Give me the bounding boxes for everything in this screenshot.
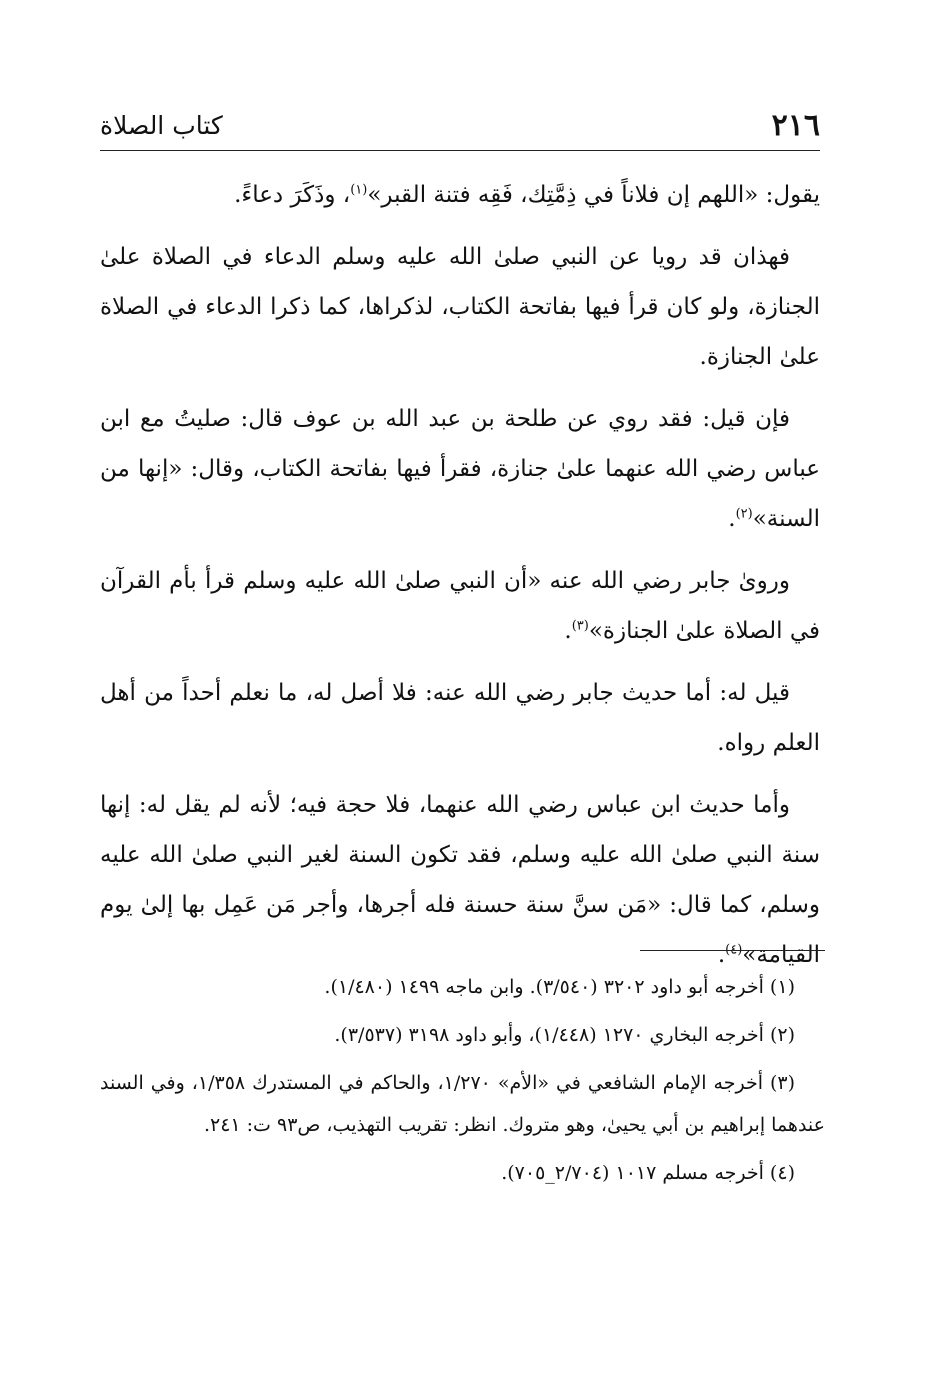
footnote-divider bbox=[640, 950, 825, 951]
paragraph-6-text: وأما حديث ابن عباس رضي الله عنهما، فلا حجة فيه؛ لأنه لم يقل له: إنها سنة النبي صلىٰ الله عليه وسلم، فقد تكون السنة لغير النبي صلىٰ الله عليه وسلم، كما قال: «مَن سنَّ سنة حسنة فله أجرها، وأجر مَن عَمِل بها إلىٰ يوم القيامة» bbox=[100, 792, 820, 968]
paragraph-1-text: يقول: «اللهم إن فلاناً في ذِمَّتِك، فَقِه فتنة القبر» bbox=[367, 182, 820, 208]
footnotes bbox=[100, 966, 825, 1200]
paragraph-1-tail: ، وذَكَرَ دعاءً. bbox=[234, 182, 351, 208]
footnote-ref-3: (٣) bbox=[571, 618, 589, 634]
footnote-ref-4: (٤) bbox=[725, 942, 743, 958]
paragraph-6-tail: . bbox=[717, 942, 726, 968]
paragraph-4 bbox=[100, 556, 820, 656]
page-header bbox=[100, 106, 820, 150]
footnote-3: (٣) أخرجه الإمام الشافعي في «الأم» ١/٢٧٠، والحاكم في المستدرك ١/٣٥٨، وفي السند عندهما إبراهيم بن أبي يحيىٰ، وهو متروك. انظر: تقريب التهذيب، ص٩٣ ت: ٢٤١. bbox=[100, 1072, 825, 1136]
page-number: ٢١٦ bbox=[771, 108, 820, 143]
header-divider bbox=[100, 150, 820, 151]
footnote-4: (٤) أخرجه مسلم ١٠١٧ (٢/٧٠٤_٧٠٥). bbox=[501, 1162, 795, 1184]
paragraph-4-text: ورویٰ جابر رضي الله عنه «أن النبي صلىٰ الله عليه وسلم قرأ بأم القرآن في الصلاة علىٰ الجنازة» bbox=[100, 568, 820, 644]
paragraph-4-tail: . bbox=[564, 618, 572, 644]
paragraph-2: فهذان قد رويا عن النبي صلىٰ الله عليه وسلم الدعاء في الصلاة علىٰ الجنازة، ولو كان قرأ فيها بفاتحة الكتاب، لذكراها، كما ذكرا الدعاء في الصلاة علىٰ الجنازة. bbox=[100, 244, 820, 370]
footnote-ref-1: (١) bbox=[350, 182, 368, 198]
footnote-1: (١) أخرجه أبو داود ٣٢٠٢ (٣/٥٤٠). وابن ماجه ١٤٩٩ (١/٤٨٠). bbox=[324, 976, 795, 998]
footnote-2: (٢) أخرجه البخاري ١٢٧٠ (١/٤٤٨)، وأبو داود ٣١٩٨ (٣/٥٣٧). bbox=[334, 1024, 795, 1046]
paragraph-3-tail: . bbox=[728, 506, 736, 532]
footnote-ref-2: (٢) bbox=[735, 506, 753, 522]
paragraph-5: قيل له: أما حديث جابر رضي الله عنه: فلا أصل له، ما نعلم أحداً من أهل العلم رواه. bbox=[100, 680, 820, 756]
main-text bbox=[100, 170, 820, 992]
book-title: كتاب الصلاة bbox=[100, 111, 223, 140]
paragraph-1 bbox=[100, 170, 820, 220]
paragraph-3-text: فإن قيل: فقد روي عن طلحة بن عبد الله بن عوف قال: صليتُ مع ابن عباس رضي الله عنهما علىٰ جنازة، فقرأ فيها بفاتحة الكتاب، وقال: «إنها من السنة» bbox=[100, 406, 820, 532]
paragraph-3 bbox=[100, 394, 820, 544]
